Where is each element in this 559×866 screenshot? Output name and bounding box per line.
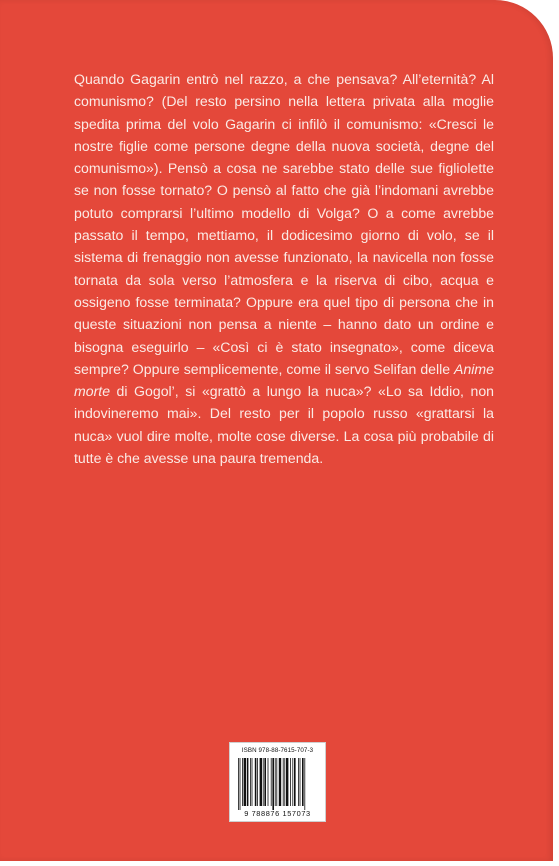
barcode-bar	[252, 758, 253, 806]
ean-digits: 9 788876 157073	[244, 809, 311, 818]
barcode-bar	[294, 758, 296, 806]
barcode-bar	[300, 758, 301, 806]
barcode-bar	[250, 758, 251, 806]
barcode-bar	[275, 758, 276, 806]
barcode-bar	[284, 758, 285, 806]
barcode-bar	[268, 758, 269, 806]
barcode-bar	[244, 758, 246, 806]
barcode-bar	[276, 758, 277, 806]
barcode-bar	[255, 758, 257, 806]
barcode-bar	[302, 758, 304, 806]
blurb-text-part-1: Quando Gagarin entrò nel razzo, a che pensava? All’eternità? Al comunismo? (Del resto persino nella lettera privata alla moglie spedita prima del volo Gagarin ci infilò il comunismo: «Cresci le nostre figlie come persone degne della nuova società, degne del comunismo»). Pensò a cosa ne sarebbe stato delle sue figliolette se non fosse tornato? O pensò al fatto che già l’indomani avrebbe potuto comprarsi l’ultimo modello di Volga? O a come avrebbe passato il tempo, mettiamo, il dodicesimo giorno di volo, se il sistema di frenaggio non avesse funzionato, la navicella non fosse tornata da sola verso l’atmosfera e la riserva di cibo, acqua e ossigeno fosse terminata? Oppure era quel tipo di persona che in queste situazioni non pensa a niente – hanno dato un ordine e bisogna eseguirlo – «Così ci è stato insegnato», come diceva sempre? Oppure semplicemente, come il servo Selifan delle	[74, 71, 494, 377]
barcode-bar	[238, 758, 239, 810]
barcode-bar	[257, 758, 258, 806]
barcode-bar	[286, 758, 288, 806]
barcode-bar	[298, 758, 299, 806]
barcode-label	[229, 742, 326, 822]
barcode-bar	[283, 758, 284, 806]
back-cover-blurb	[74, 68, 494, 469]
barcode-bar	[290, 758, 291, 806]
barcode-bar	[272, 758, 274, 810]
barcode-bar	[263, 758, 264, 806]
barcode-bar	[279, 758, 281, 806]
book-title-italic: Anime morte	[74, 360, 494, 400]
ean-barcode	[238, 758, 319, 810]
barcode-bar	[242, 758, 243, 806]
barcode-bar	[240, 758, 241, 810]
barcode-bar	[271, 758, 272, 806]
blurb-text-part-2: di Gogol’, si «grattò a lungo la nuca»? «Lo sa Iddio, non indovineremo mai». Del resto per il popolo russo «grattarsi la nuca» vuol dire molte, molte cose diverse. La cosa più probabile di tutte è che avesse una paura tremenda.	[74, 383, 494, 467]
barcode-bar	[260, 758, 262, 806]
barcode-bar	[292, 758, 293, 806]
barcode-bar	[264, 758, 266, 806]
barcode-bar	[247, 758, 249, 806]
isbn-number: ISBN 978-88-7615-707-3	[241, 747, 314, 754]
barcode-bar	[304, 758, 305, 810]
